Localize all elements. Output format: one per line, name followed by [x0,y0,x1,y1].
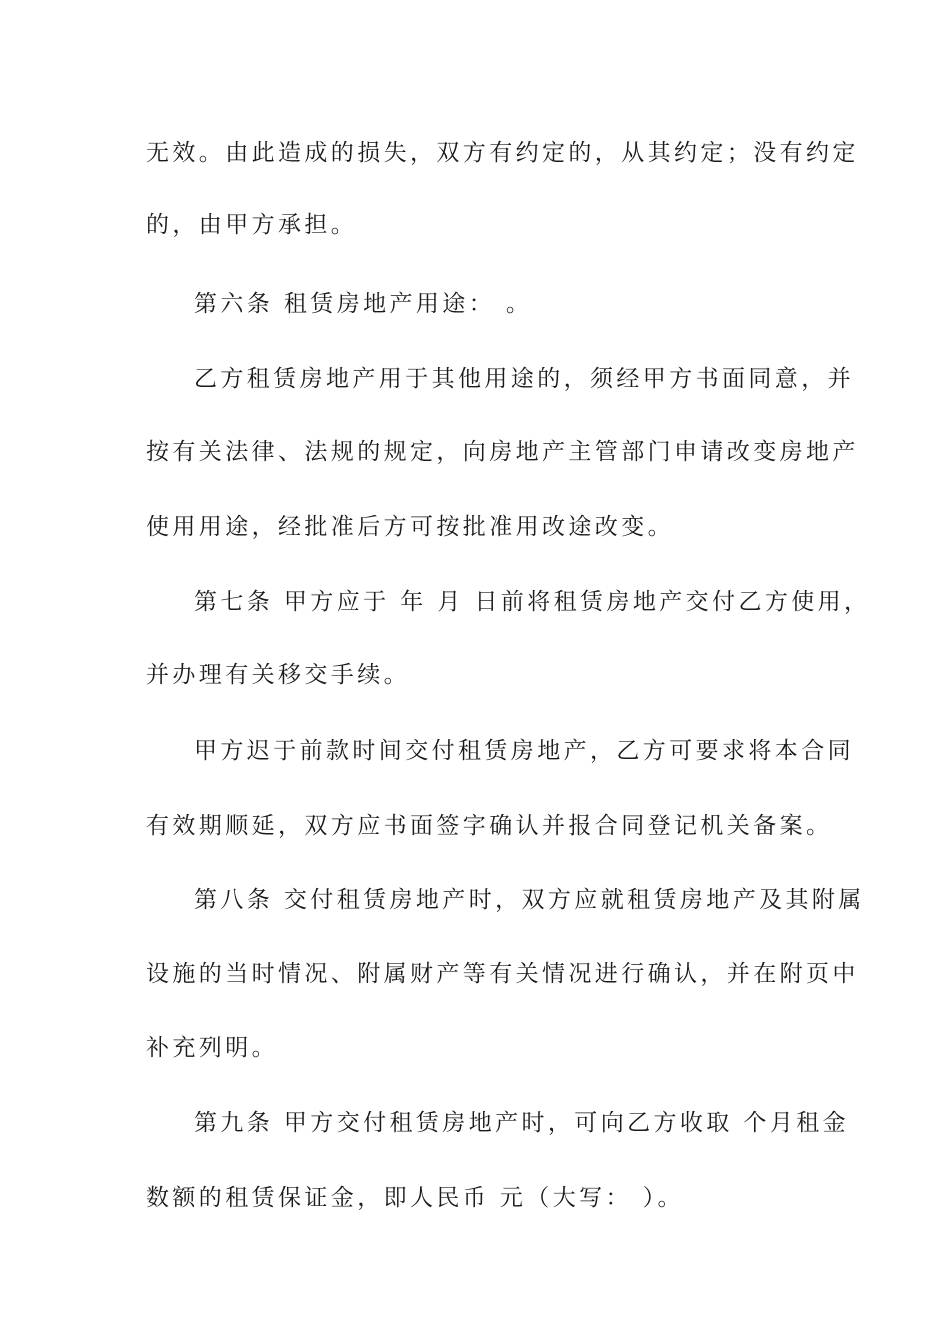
article-9-heading: 第九条 甲方交付租赁房地产时，可向乙方收取 个月租金 [194,1110,850,1136]
article-6-heading: 第六条 租赁房地产用途： 。 [194,291,533,317]
text-line: 使用用途，经批准后方可按批准用改途改变。 [146,514,674,540]
text-line: 设施的当时情况、附属财产等有关情况进行确认，并在附页中 [146,961,859,987]
article-8-heading: 第八条 交付租赁房地产时，双方应就租赁房地产及其附属 [194,887,865,913]
text-line: 并办理有关移交手续。 [146,662,410,688]
text-line: 按有关法律、法规的规定，向房地产主管部门申请改变房地产 [146,439,859,465]
text-line: 甲方迟于前款时间交付租赁房地产，乙方可要求将本合同 [194,738,854,764]
text-line: 的，由甲方承担。 [146,212,358,238]
text-line: 有效期顺延，双方应书面签字确认并报合同登记机关备案。 [146,813,833,839]
text-line: 补充列明。 [146,1035,278,1061]
text-line: 乙方租赁房地产用于其他用途的，须经甲方书面同意，并 [194,366,854,392]
article-7-heading: 第七条 甲方应于 年 月 日前将租赁房地产交付乙方使用， [194,589,871,615]
text-line: 无效。由此造成的损失，双方有约定的，从其约定；没有约定 [146,140,859,166]
text-line: 数额的租赁保证金，即人民币 元（大写： ）。 [146,1185,684,1211]
